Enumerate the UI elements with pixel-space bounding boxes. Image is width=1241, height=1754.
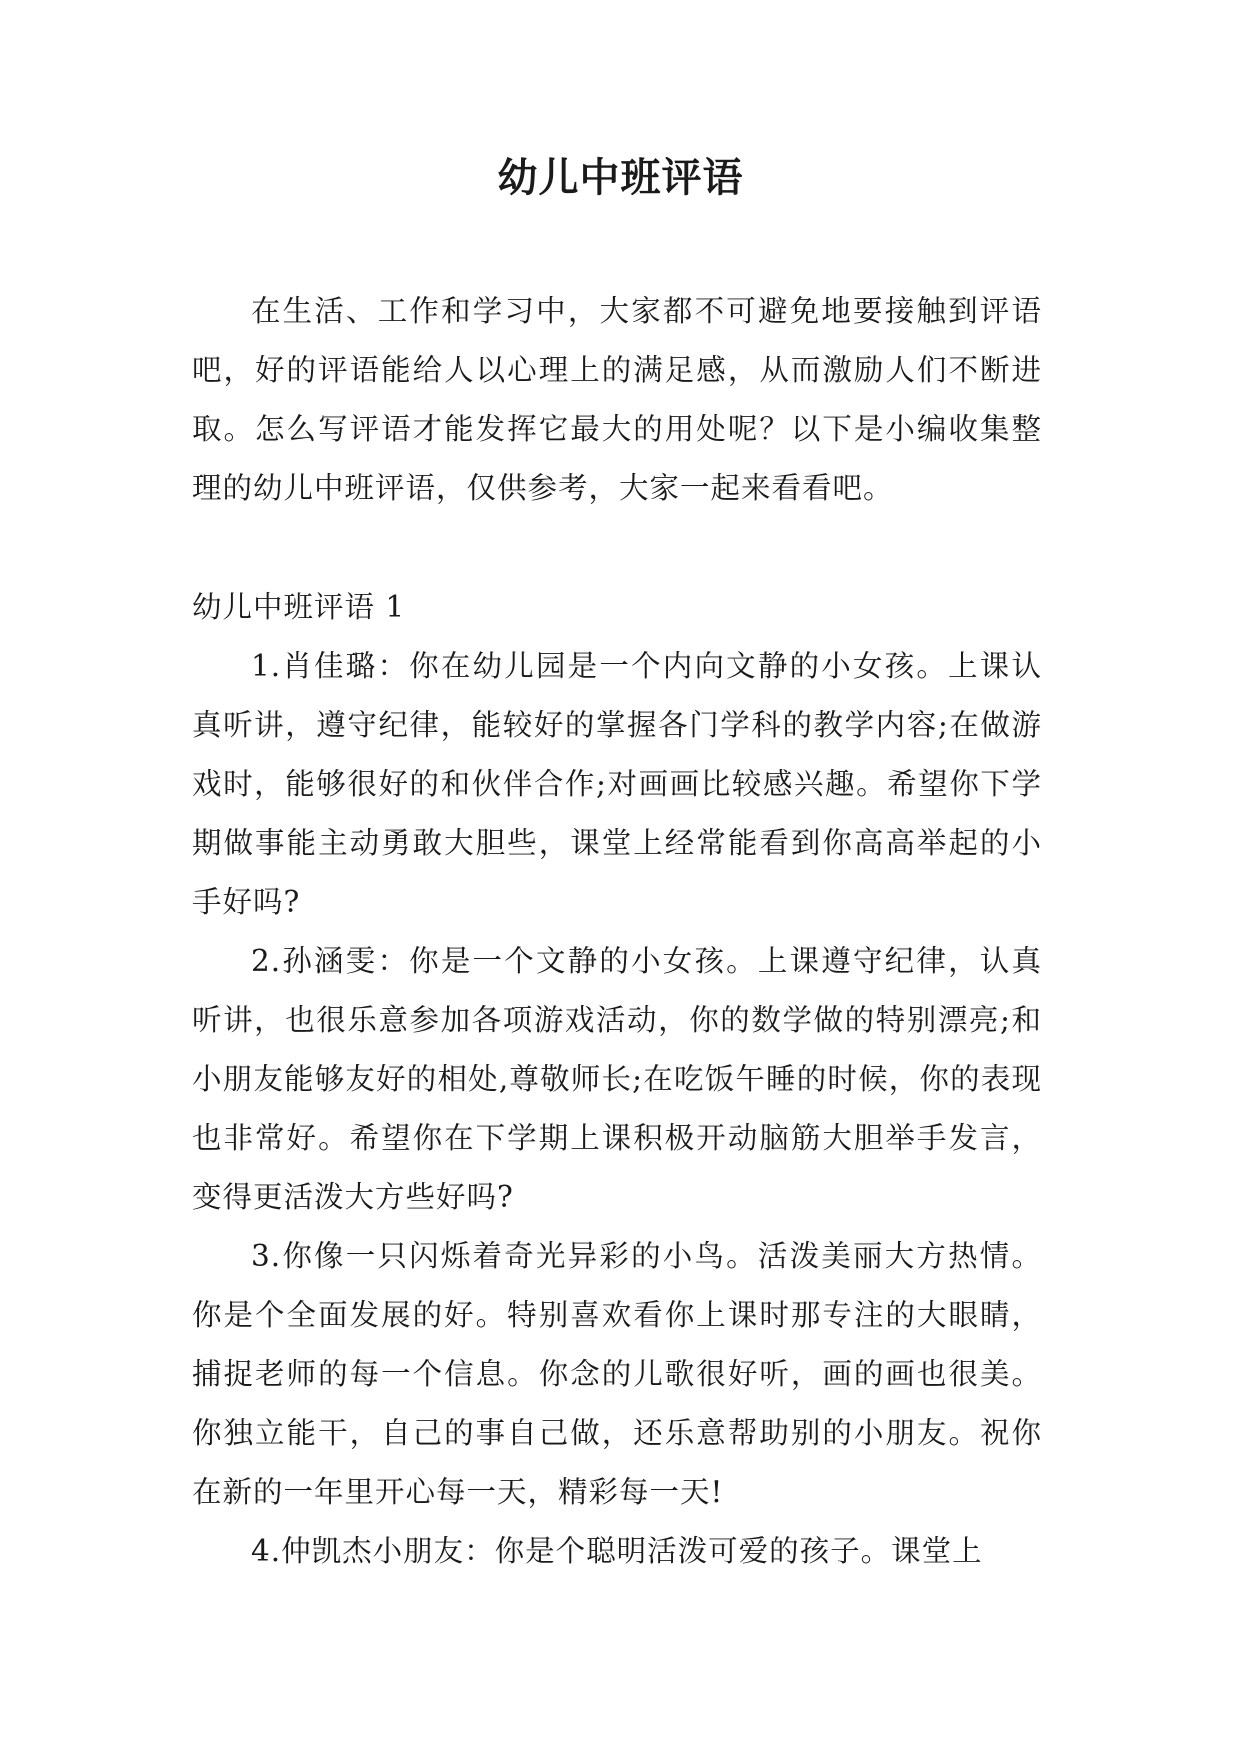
document-body — [192, 282, 1042, 1581]
section-heading: 幼儿中班评语 1 — [192, 590, 406, 624]
document-title: 幼儿中班评语 — [497, 155, 744, 201]
comment-paragraph-4: 4.仲凯杰小朋友：你是个聪明活泼可爱的孩子。课堂上 — [251, 1534, 983, 1568]
intro-paragraph: 在生活、工作和学习中，大家都不可避免地要接触到评语吧，好的评语能给人以心理上的满足感，从而激励人们不断进取。怎么写评语才能发挥它最大的用处呢？以下是小编收集整理的幼儿中班评语，仅供参考，大家一起来看看吧。 — [192, 294, 1042, 505]
comment-paragraph-1: 1.肖佳璐：你在幼儿园是一个内向文静的小女孩。上课认真听讲，遵守纪律，能较好的掌握各门学科的教学内容;在做游戏时，能够很好的和伙伴合作;对画画比较感兴趣。希望你下学期做事能主动勇敢大胆些，课堂上经常能看到你高高举起的小手好吗? — [192, 649, 1042, 919]
comment-paragraph-2: 2.孙涵雯：你是一个文静的小女孩。上课遵守纪律，认真听讲，也很乐意参加各项游戏活动，你的数学做的特别漂亮;和小朋友能够友好的相处,尊敬师长;在吃饭午睡的时候，你的表现也非常好。希望你在下学期上课积极开动脑筋大胆举手发言，变得更活泼大方些好吗? — [192, 944, 1042, 1214]
comment-paragraph-3: 3.你像一只闪烁着奇光异彩的小鸟。活泼美丽大方热情。你是个全面发展的好。特别喜欢看你上课时那专注的大眼睛，捕捉老师的每一个信息。你念的儿歌很好听，画的画也很美。你独立能干，自己的事自己做，还乐意帮助别的小朋友。祝你在新的一年里开心每一天，精彩每一天! — [192, 1239, 1042, 1509]
